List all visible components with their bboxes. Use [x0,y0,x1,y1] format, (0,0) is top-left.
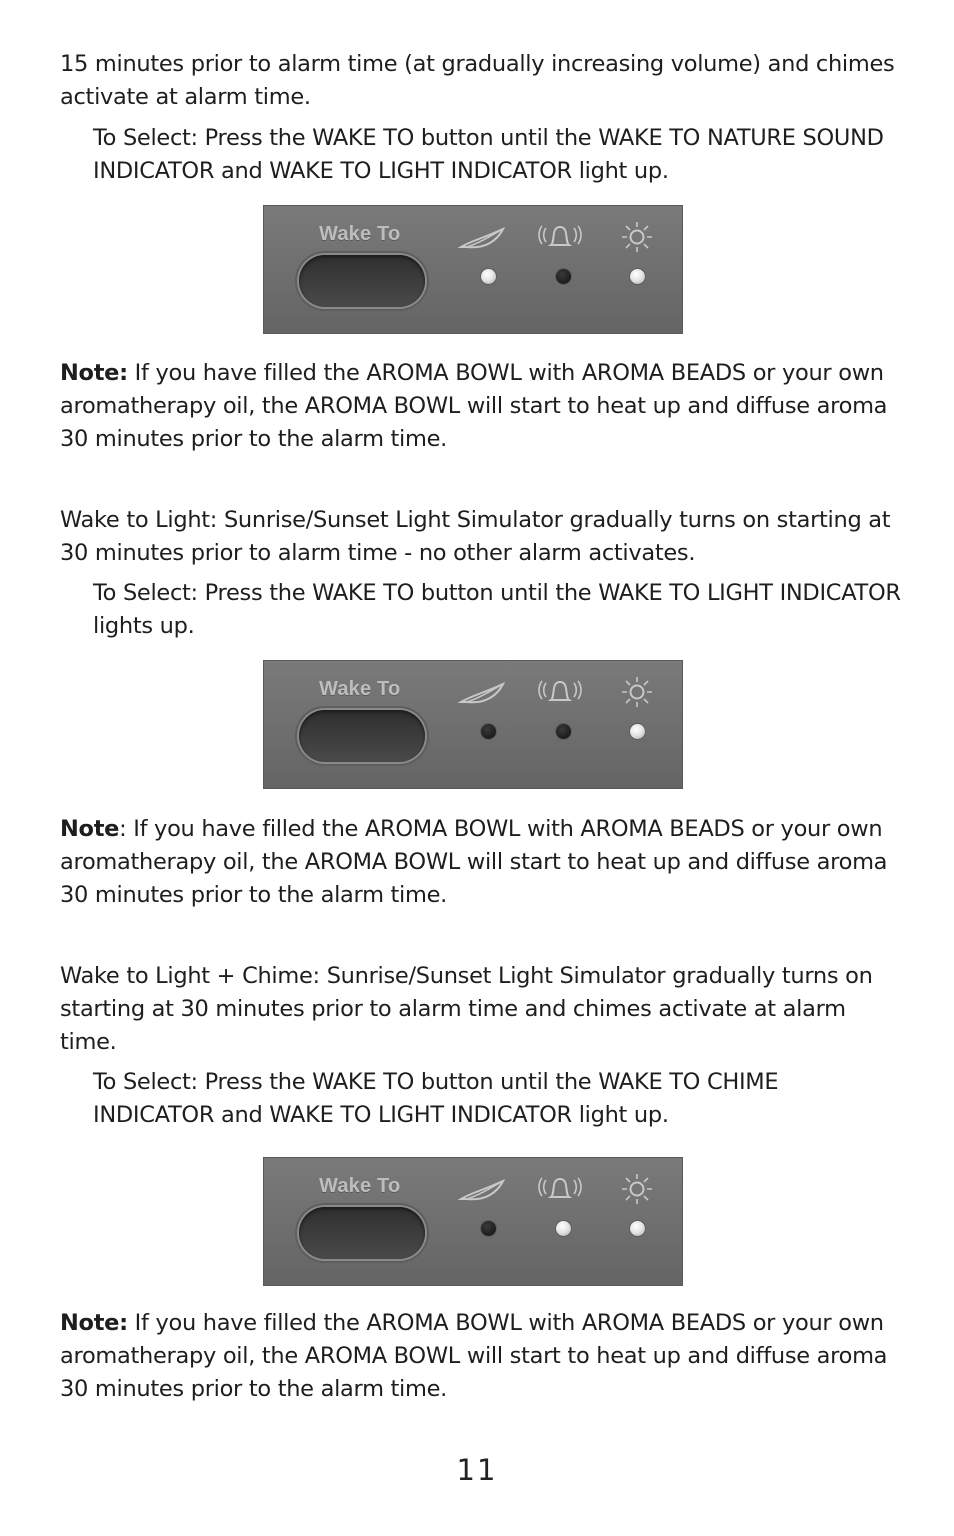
text-line: To Select: Press the WAKE TO button until the WAKE TO NATURE SOUND [93,125,884,151]
light-indicator [630,1221,645,1236]
text-line: aromatherapy oil, the AROMA BOWL will start to heat up and diffuse aroma [60,1343,888,1369]
nature-sound-indicator [481,269,496,284]
text-line: 15 minutes prior to alarm time (at gradually increasing volume) and chimes [60,51,895,77]
text-line: 30 minutes prior to alarm time - no other alarm activates. [60,540,696,566]
light-indicator [630,724,645,739]
panel-label: Wake To [319,1175,401,1197]
text-line: starting at 30 minutes prior to alarm time and chimes activate at alarm [60,996,846,1022]
nature-sound-indicator [481,1221,496,1236]
section-label: Wake to Light + Chime: [60,963,320,989]
note-paragraph [60,813,887,912]
text-line [60,960,873,993]
note-paragraph [60,357,887,456]
wake-to-panel [263,660,683,789]
bell-icon [534,219,586,255]
chime-indicator [556,269,571,284]
text-line [60,504,890,537]
wake-to-panel [263,205,683,334]
text-line: lights up. [93,613,195,639]
chime-indicator [556,724,571,739]
note-text: If you have filled the AROMA BOWL with AROMA BEADS or your own [127,1310,884,1336]
text-line: 30 minutes prior to the alarm time. [60,882,448,908]
text-line: 30 minutes prior to the alarm time. [60,426,448,452]
text-line: To Select: Press the WAKE TO button until the WAKE TO CHIME [93,1069,779,1095]
sun-icon [611,674,663,710]
nature-sound-indicator [481,724,496,739]
note-text: : If you have filled the AROMA BOWL with AROMA BEADS or your own [119,816,883,842]
text-line [60,813,887,846]
chime-indicator [556,1221,571,1236]
leaf-icon [457,674,509,710]
intro-paragraph [60,48,894,114]
wake-to-panel [263,1157,683,1286]
text-line: INDICATOR and WAKE TO LIGHT INDICATOR light up. [93,158,669,184]
text-line: To Select: Press the WAKE TO button until the WAKE TO LIGHT INDICATOR [93,580,901,606]
wake-to-button[interactable] [299,1207,425,1259]
note-label: Note: [60,360,128,386]
wake-to-light-paragraph [60,504,890,570]
note-text: If you have filled the AROMA BOWL with AROMA BEADS or your own [127,360,884,386]
leaf-icon [457,1171,509,1207]
note-label: Note [60,816,120,842]
sun-icon [611,219,663,255]
panel-label: Wake To [319,678,401,700]
select-instruction-nature-light [93,122,884,188]
text-line: INDICATOR and WAKE TO LIGHT INDICATOR light up. [93,1102,669,1128]
text-line: aromatherapy oil, the AROMA BOWL will start to heat up and diffuse aroma [60,393,888,419]
text-line: 30 minutes prior to the alarm time. [60,1376,448,1402]
text-line: aromatherapy oil, the AROMA BOWL will start to heat up and diffuse aroma [60,849,888,875]
select-instruction-light [93,577,901,643]
note-label: Note: [60,1310,128,1336]
panel-label: Wake To [319,223,401,245]
wake-to-light-chime-paragraph [60,960,873,1059]
page-number: 11 [456,1453,498,1487]
text-line: time. [60,1029,117,1055]
text-line [60,357,887,390]
section-text: Sunrise/Sunset Light Simulator gradually turns on starting at [217,507,891,533]
wake-to-button[interactable] [299,255,425,307]
text-line: activate at alarm time. [60,84,311,110]
select-instruction-chime-light [93,1066,778,1132]
bell-icon [534,674,586,710]
text-line [60,1307,887,1340]
section-label: Wake to Light: [60,507,218,533]
wake-to-button[interactable] [299,710,425,762]
sun-icon [611,1171,663,1207]
section-text: Sunrise/Sunset Light Simulator gradually turns on [319,963,873,989]
note-paragraph [60,1307,887,1406]
light-indicator [630,269,645,284]
bell-icon [534,1171,586,1207]
leaf-icon [457,219,509,255]
